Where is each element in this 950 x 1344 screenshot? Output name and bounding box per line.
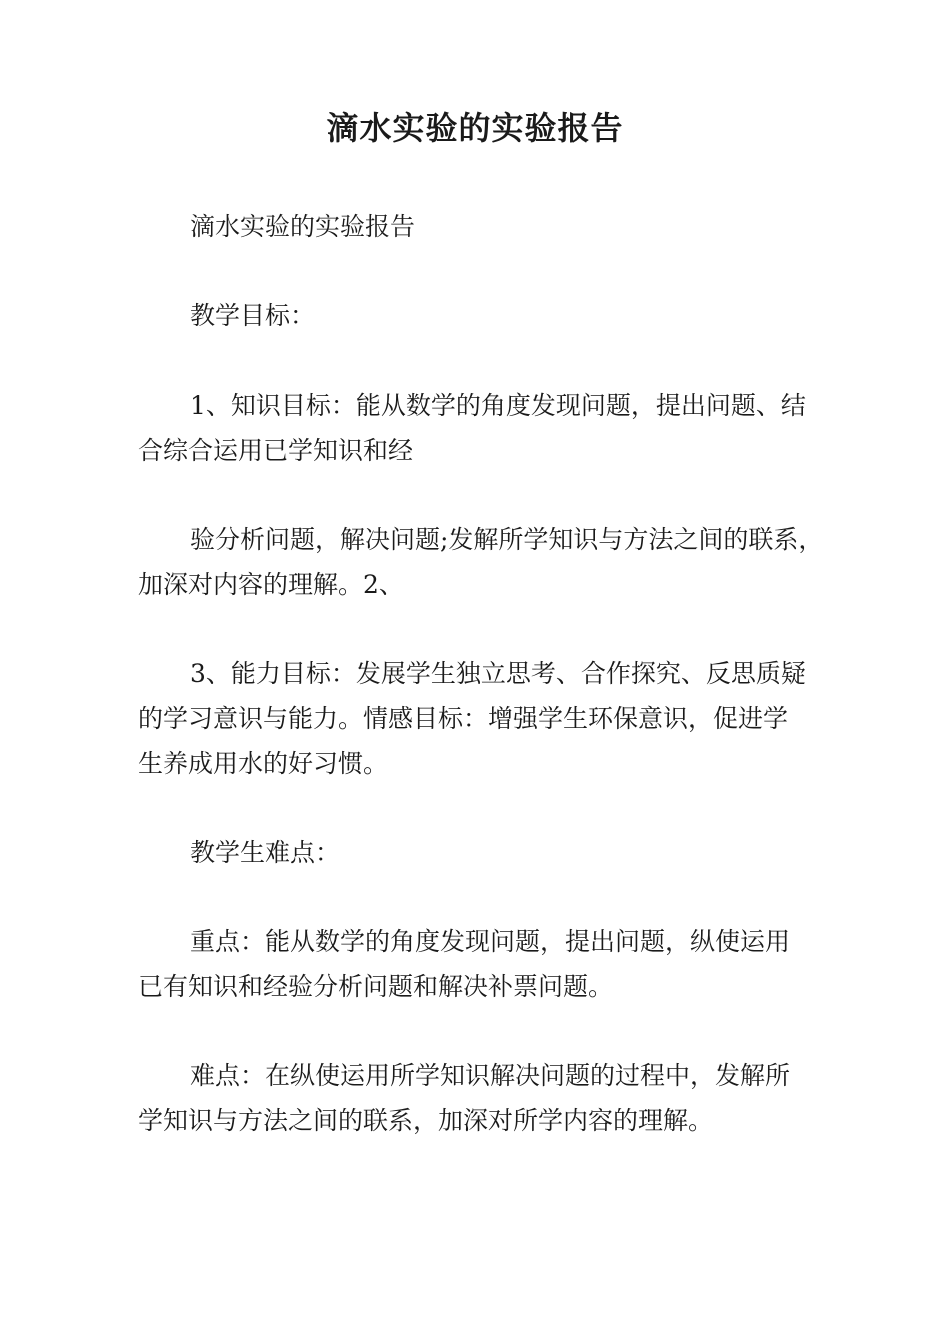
paragraph-line: 难点：在纵使运用所学知识解决问题的过程中，发解所: [190, 1061, 791, 1090]
paragraph-line: 学知识与方法之间的联系，加深对所学内容的理解。: [138, 1106, 714, 1135]
paragraph-difficulties-heading: [138, 830, 838, 875]
paragraph-line: 生养成用水的好习惯。: [138, 749, 389, 778]
paragraph-line: 的学习意识与能力。情感目标：增强学生环保意识，促进学: [138, 704, 789, 733]
paragraph-key-point: [138, 919, 838, 1009]
paragraph-line: 合综合运用已学知识和经: [138, 436, 414, 465]
paragraph-line: 已有知识和经验分析问题和解决补票问题。: [138, 972, 614, 1001]
paragraph-line: 加深对内容的理解。2、: [138, 570, 404, 599]
paragraph-heading-repeat: [138, 204, 838, 249]
paragraph-ability-goal: [138, 651, 838, 786]
paragraph-line: 滴水实验的实验报告: [190, 212, 416, 241]
paragraph-line: 重点：能从数学的角度发现问题，提出问题，纵使运用: [190, 927, 791, 956]
paragraph-line: 1、知识目标：能从数学的角度发现问题，提出问题、结: [190, 391, 806, 420]
paragraph-teaching-goals: [138, 293, 838, 338]
paragraph-line: 教学目标：: [190, 301, 316, 330]
paragraph-line: 3、能力目标：发展学生独立思考、合作探究、反思质疑: [190, 659, 806, 688]
paragraph-line: 验分析问题，解决问题;发解所学知识与方法之间的联系，: [190, 525, 824, 554]
paragraph-knowledge-goal: [138, 383, 838, 473]
paragraph-difficult-point: [138, 1053, 838, 1143]
paragraph-analysis: [138, 517, 838, 607]
document-title: 滴水实验的实验报告: [326, 109, 624, 147]
paragraph-line: 教学生难点：: [190, 838, 341, 867]
